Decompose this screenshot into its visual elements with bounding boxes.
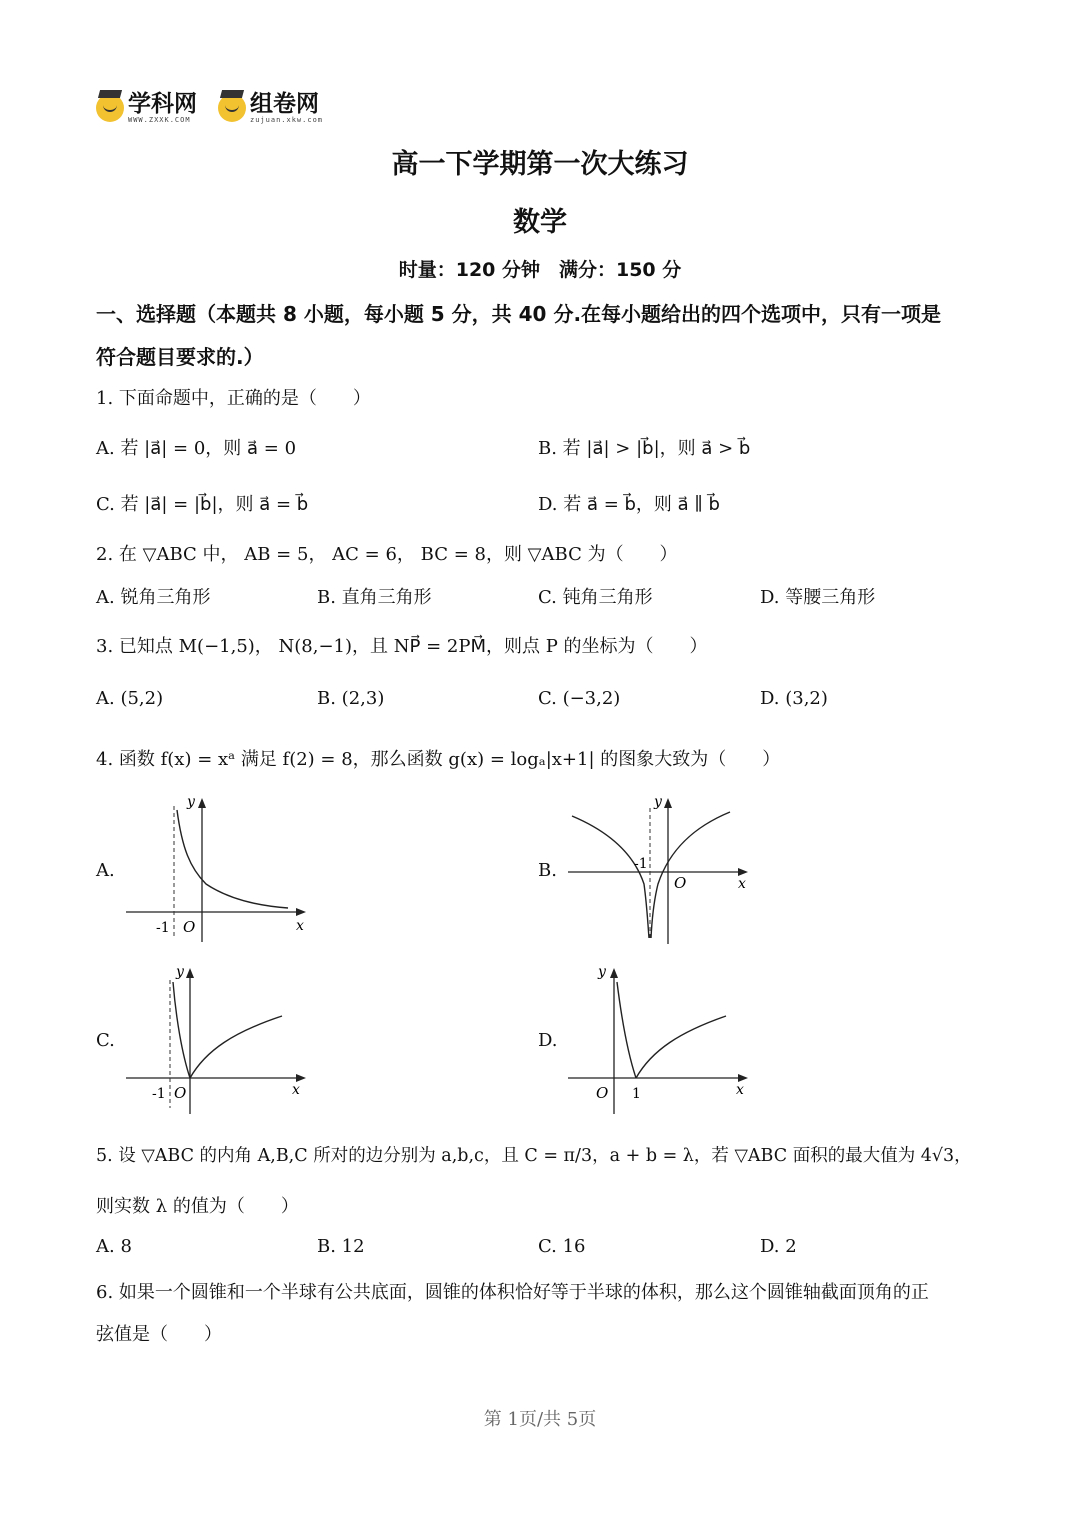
logo-name: 组卷网 [250,91,319,117]
q4-graph-label-b: B. [538,860,557,881]
page-footer: 第 1页/共 5页 [483,1409,597,1430]
neg-one-label: -1 [634,856,648,872]
neg-one-label: -1 [152,1086,166,1102]
x-label: x [296,918,304,934]
section-heading-line1: 一、选择题（本题共 8 小题，每小题 5 分，共 40 分.在每小题给出的四个选项中，只有一项是 [96,302,942,326]
y-label: y [598,964,606,980]
q5-option-c: C. 16 [538,1236,586,1257]
q4-graph-label-a: A. [96,860,115,881]
origin-label: O [174,1084,187,1102]
y-arrow [664,798,672,808]
y-arrow [198,798,206,808]
mascot-icon [96,94,124,122]
q4-graph-c [120,958,320,1118]
curve [177,810,288,908]
q3-option-d: D. (3,2) [760,688,828,709]
x-label: x [292,1082,300,1098]
y-label: y [654,794,662,810]
exam-info: 时量：120 分钟 满分：150 分 [398,259,682,281]
q1-option-c: C. 若 |a⃗| = |b⃗|，则 a⃗ = b⃗ [96,494,309,515]
logo-sub: zujuan.xkw.com [250,116,324,124]
curve-left [173,982,190,1078]
q1-option-b: B. 若 |a⃗| > |b⃗|，则 a⃗ > b⃗ [538,438,751,459]
xkw-logo [96,88,197,128]
x-arrow [296,1074,306,1082]
q4-graph-d [560,958,760,1118]
q2-stem: 2. 在 ▽ABC 中， AB = 5， AC = 6， BC = 8，则 ▽ABC 为（ ） [96,544,678,565]
x-arrow [296,908,306,916]
y-arrow [186,968,194,978]
subject-title: 数学 [513,207,567,238]
q2-option-b: B. 直角三角形 [317,587,432,608]
y-label: y [187,794,195,810]
neg-one-label: -1 [156,920,170,936]
q6-stem-line2: 弦值是（ ） [96,1324,222,1345]
q1-option-a: A. 若 |a⃗| = 0，则 a⃗ = 0 [96,438,297,459]
section-heading-line2: 符合题目要求的.） [96,345,264,369]
curve-left [617,982,636,1078]
q3-stem: 3. 已知点 M(−1,5)， N(8,−1)，且 NP⃗ = 2PM⃗，则点 P 的坐标为（ ） [96,636,708,657]
origin-label: O [596,1084,609,1102]
q5-option-d: D. 2 [760,1236,797,1257]
curve-left [572,816,649,938]
q5-option-b: B. 12 [317,1236,365,1257]
y-label: y [176,964,184,980]
q2-option-a: A. 锐角三角形 [96,587,211,608]
origin-label: O [674,874,687,892]
zujuan-logo [218,88,323,128]
q5-stem-line2: 则实数 λ 的值为（ ） [96,1196,299,1217]
curve-right [651,812,730,938]
q4-graph-label-c: C. [96,1030,115,1051]
q5-stem: 5. 设 ▽ABC 的内角 A,B,C 所对的边分别为 a,b,c，且 C = π/3，a + b = λ，若 ▽ABC 面积的最大值为 4√3， [96,1146,972,1166]
q2-option-c: C. 钝角三角形 [538,587,653,608]
y-arrow [610,968,618,978]
q2-option-d: D. 等腰三角形 [760,587,876,608]
q4-graph-b [560,788,760,948]
q3-option-b: B. (2,3) [317,688,385,709]
logo-sub: WWW.ZXXK.COM [128,116,191,124]
curve-right [190,1016,282,1078]
x-label: x [736,1082,744,1098]
q4-graph-a [120,788,320,948]
x-arrow [738,868,748,876]
page-title: 高一下学期第一次大练习 [391,149,689,180]
q4-stem: 4. 函数 f(x) = xᵃ 满足 f(2) = 8，那么函数 g(x) = logₐ|x+1| 的图象大致为（ ） [96,749,781,770]
q1-stem: 1. 下面命题中，正确的是（ ） [96,388,371,409]
q4-graph-label-d: D. [538,1030,558,1051]
mascot-icon [218,94,246,122]
origin-label: O [183,918,196,936]
q1-option-d: D. 若 a⃗ = b⃗，则 a⃗ ∥ b⃗ [538,494,720,515]
x-label: x [738,876,746,892]
q3-option-c: C. (−3,2) [538,688,621,709]
one-label: 1 [632,1086,641,1102]
q5-option-a: A. 8 [96,1236,132,1257]
q3-option-a: A. (5,2) [96,688,164,709]
x-arrow [738,1074,748,1082]
curve-right [636,1016,726,1078]
q6-stem: 6. 如果一个圆锥和一个半球有公共底面，圆锥的体积恰好等于半球的体积，那么这个圆锥轴截面顶角的正 [96,1282,929,1303]
logo-name: 学科网 [128,91,197,117]
